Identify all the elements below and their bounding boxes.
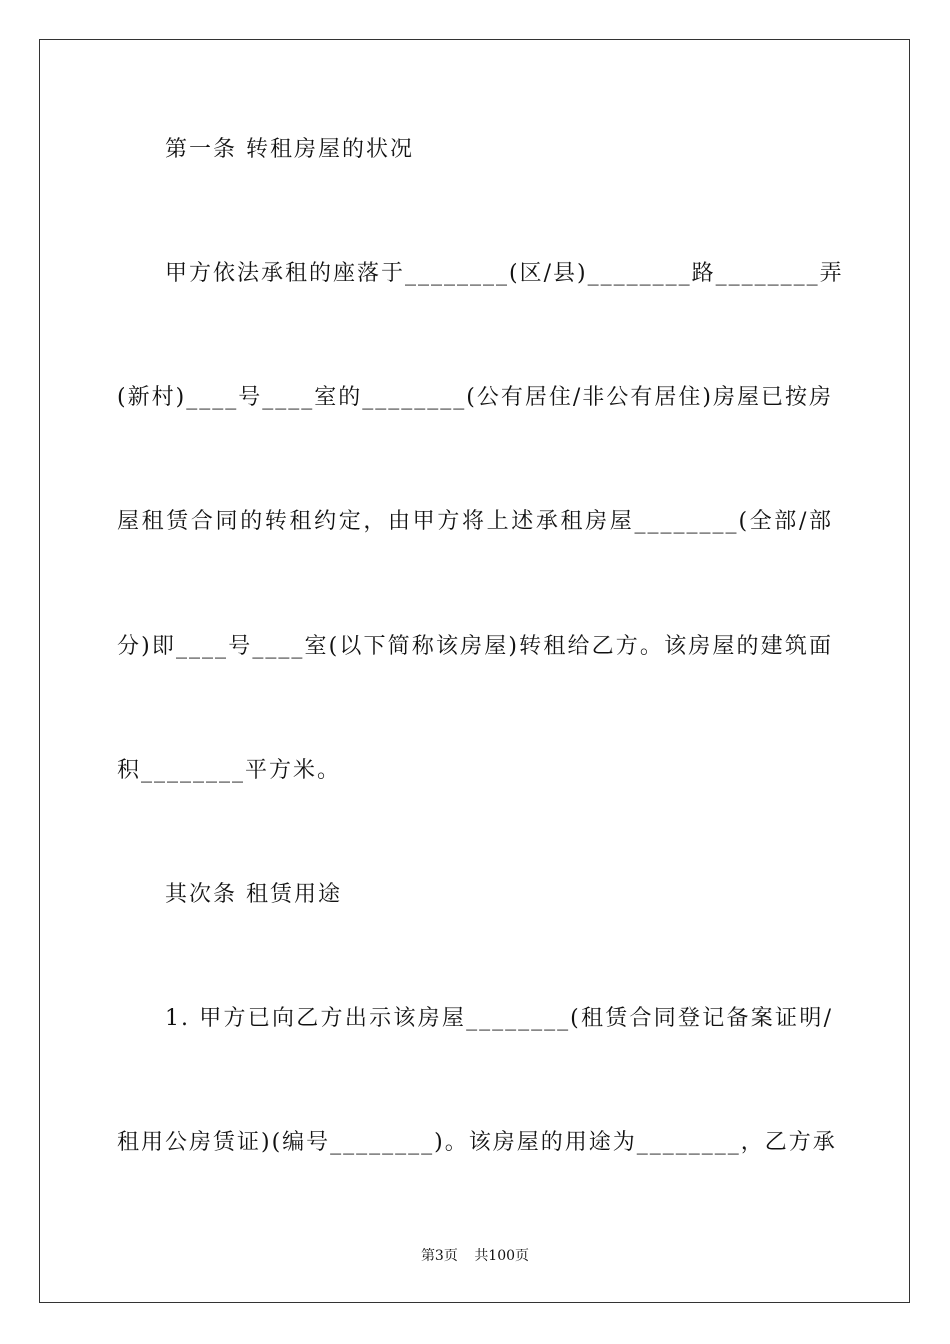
paragraph-line: 分)即____号____室(以下简称该房屋)转租给乙方。该房屋的建筑面: [117, 634, 833, 659]
total-pages: 共100页: [474, 1248, 530, 1264]
paragraph-line: 甲方依法承租的座落于________(区/县)________路________弄: [165, 261, 844, 286]
paragraph-line: 1. 甲方已向乙方出示该房屋________(租赁合同登记备案证明/: [165, 1006, 833, 1031]
page-frame: [39, 39, 910, 1303]
page-number: 第3页: [420, 1248, 458, 1264]
section-heading-2: 其次条 租赁用途: [165, 882, 342, 907]
section-heading-1: 第一条 转租房屋的状况: [165, 137, 414, 162]
paragraph-line: 租用公房赁证)(编号________)。该房屋的用途为________，乙方承: [117, 1130, 837, 1155]
paragraph-line: 积________平方米。: [117, 758, 342, 783]
page-footer: [0, 1246, 950, 1266]
paragraph-line: (新村)____号____室的________(公有居住/非公有居住)房屋已按房: [117, 385, 833, 410]
paragraph-line: 屋租赁合同的转租约定，由甲方将上述承租房屋________(全部/部: [117, 509, 833, 534]
